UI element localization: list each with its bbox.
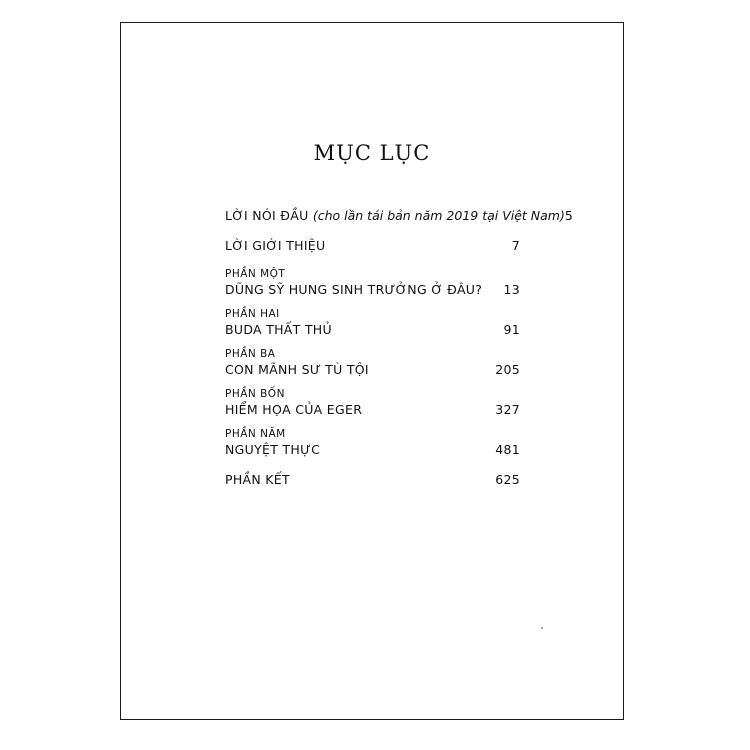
toc-entry-title: CON MÃNH SƯ TÙ TỘI xyxy=(225,362,369,377)
toc-page-number: 91 xyxy=(503,322,520,337)
page-title: MỤC LỤC xyxy=(313,141,431,165)
toc-entry-part-one xyxy=(225,267,520,299)
toc-entry-part-four xyxy=(225,387,520,419)
toc-page-number: 327 xyxy=(495,402,520,417)
toc-entry-part-two xyxy=(225,307,520,339)
toc-entry-title: NGUYỆT THỰC xyxy=(225,442,321,457)
toc-entry-title: PHẦN KẾT xyxy=(225,472,290,487)
toc-entry-introduction xyxy=(225,237,520,255)
toc-part-label: PHẦN BA xyxy=(225,348,276,360)
book-page xyxy=(120,22,624,720)
toc-page-number: 5 xyxy=(564,208,574,223)
toc-part-label: PHẦN HAI xyxy=(225,308,280,320)
toc-entry-title: BUDA THẤT THỦ xyxy=(225,322,332,337)
toc-entry-title: HIỂM HỌA CỦA EGER xyxy=(225,402,363,417)
toc-page-number: 625 xyxy=(495,472,520,487)
toc-entry-title: LỜI NÓI ĐẦU (cho lần tái bản năm 2019 tại Việt Nam) xyxy=(225,208,565,223)
toc-entry-epilogue xyxy=(225,471,520,489)
toc-entry-title: LỜI GIỚI THIỆU xyxy=(225,238,326,253)
toc-entry-note: (cho lần tái bản năm 2019 tại Việt Nam) xyxy=(312,208,565,223)
table-of-contents xyxy=(225,207,574,489)
toc-part-label: PHẦN MỘT xyxy=(225,268,286,280)
toc-entry-preface xyxy=(225,207,574,225)
toc-page-number: 481 xyxy=(495,442,520,457)
toc-entry-part-three xyxy=(225,347,520,379)
toc-page-number: 13 xyxy=(503,282,520,297)
paper-speck xyxy=(541,627,543,629)
toc-entry-part-five xyxy=(225,427,520,459)
toc-entry-title: DŨNG SỸ HUNG SINH TRƯỞNG Ở ĐÂU? xyxy=(225,282,483,297)
toc-page-number: 205 xyxy=(495,362,520,377)
toc-page-number: 7 xyxy=(511,238,520,253)
toc-part-label: PHẦN BỐN xyxy=(225,388,285,400)
toc-part-label: PHẦN NĂM xyxy=(225,428,286,440)
